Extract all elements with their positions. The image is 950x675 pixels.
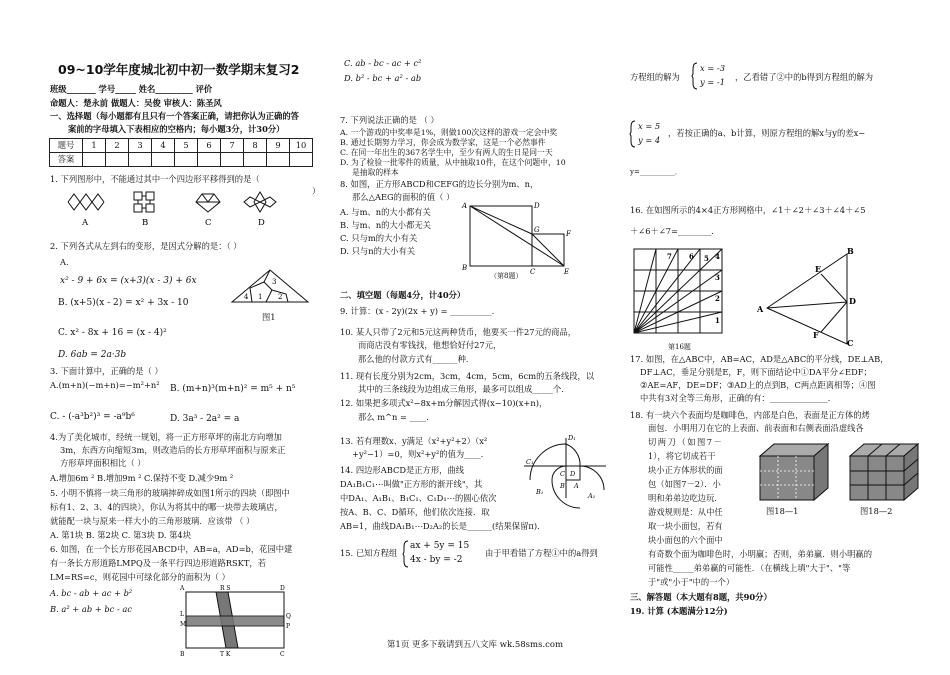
q7-text: 7. 下列说法正确的是 （ ） (340, 115, 439, 125)
q14-line1: 14. 四边形ABCD是正方形，曲线 (340, 465, 465, 475)
svg-text:3: 3 (272, 278, 277, 286)
q12-line2: 那么 m^n = ____． (358, 412, 435, 422)
q8-option-b: B. 与m、n的大小都无关 (340, 220, 431, 230)
q17-triangle-figure (755, 246, 865, 346)
q1-opt-c: C (205, 218, 212, 228)
svg-text:4: 4 (244, 293, 249, 301)
q18-line3: 切两刀（如图7－ (648, 437, 724, 447)
figure-18-1-label: 图18—1 (766, 506, 799, 516)
answer-table (49, 138, 313, 167)
q15-right-1: 方程组的解为 (630, 72, 680, 82)
q5-line3: 就能配一块与原来一样大小的三角形玻璃．应该带 （ ） (50, 516, 255, 526)
q18-line4: 1），将它切成若干 (648, 451, 716, 461)
q18-line5: 块小正方体形状的面 (648, 465, 723, 475)
q6-line2: 有一条长方形道路LMPQ及一条平行四边形道路RSKT，若 (50, 558, 266, 568)
q15-brace-sol2 (630, 120, 636, 148)
q18-line12: 可能性_____弟弟赢的可能性．（在横线上填"大于"、"等 (648, 563, 851, 573)
table-cell: 2 (106, 139, 129, 153)
q12-line1: 12. 如果把多项式x²−8x+m分解因式得(x−10)(x+n)， (340, 398, 548, 408)
table-cell: 5 (175, 139, 198, 153)
q8-caption: （第8题） (490, 272, 523, 280)
q11-line1: 11. 现有长度分别为2cm，3cm，4cm，5cm，6cm的五条线段，以 (340, 371, 595, 381)
answer-input-cell[interactable] (244, 153, 267, 167)
q15-sol2-x: x = 5 (638, 121, 661, 131)
svg-text:E: E (815, 264, 822, 274)
q6-option-a: A. bc - ab + ac + b² (50, 588, 133, 598)
page-footer: 第1页 更多下载请到五八文库 wk.58sms.com (386, 640, 564, 650)
q2-text: 2. 下列各式从左到右的变形，是因式分解的是：（ ） (50, 241, 242, 251)
student-info-line: 班级_______ 学号_____ 姓名_________ 评价 (50, 84, 213, 94)
svg-text:B: B (462, 264, 468, 272)
q5-options: A. 第1块 B. 第2块 C. 第3块 D. 第4块 (50, 530, 191, 540)
q2-option-a-label: A. (60, 257, 69, 267)
q2-option-a: x² - 9 + 6x = (x+3)(x - 3) + 6x (60, 276, 197, 286)
q2-option-d: D. 6ab = 2a·3b (58, 350, 127, 360)
q2-option-c: C. x² - 8x + 16 = (x - 4)² (58, 328, 167, 338)
q18-line6: 包（如图7－2）．小 (648, 479, 721, 489)
figure-1-label: 图1 (262, 312, 276, 322)
svg-text:P: P (286, 623, 291, 630)
q18-line2: 面包．小明用刀在它的上表面、前表面和右侧表面沿虚线各 (648, 423, 864, 433)
svg-text:B: B (847, 246, 854, 256)
q7-option-b: B. 通过长期努力学习，你会成为数学家，这是一个必然事件 (340, 138, 546, 147)
svg-text:R S: R S (220, 585, 231, 592)
q1-opt-a: A (82, 218, 89, 228)
svg-text:B: B (560, 482, 565, 490)
q16-line2: ＋∠6＋∠7=________． (630, 226, 720, 236)
svg-text:B₁: B₁ (536, 488, 544, 496)
section3-heading: 三、解答题（本大题有8题，共90分） (630, 592, 772, 602)
q8-option-d: D. 只与n的大小有关 (340, 246, 416, 256)
figure-18-2-cubes (842, 440, 922, 502)
figure-18-2-label: 图18—2 (860, 506, 893, 516)
q5-line2: 标有1、2、3、4的四块），你认为将其中的哪一块带去玻璃店， (50, 502, 283, 512)
q8-option-c: C. 只与m的大小有关 (340, 233, 418, 243)
svg-text:4: 4 (715, 252, 720, 261)
q16-grid-figure (630, 245, 730, 340)
table-cell: 4 (152, 139, 175, 153)
answer-input-cell[interactable] (290, 153, 313, 167)
q4-line1: 4.为了美化城市，经统一规划，将一正方形草坪的南北方向增加 (50, 432, 282, 442)
table-cell: 题号 (50, 139, 83, 153)
q6-line1: 6. 如图，在一个长方形花园ABCD中，AB=a，AD=b，花园中建 (50, 544, 293, 554)
q15-system-eq1: ax + 5y = 15 (410, 541, 470, 551)
section1-heading: 一、选择题（每小题都有且只有一个答案正确，请把你认为正确的答 (50, 111, 299, 121)
q7-option-d: D. 为了检验一批零件的质量，从中抽取10件，在这个问题中，10 (340, 158, 566, 167)
table-cell: 7 (221, 139, 244, 153)
q1-opt-d: D (258, 218, 265, 228)
q16-line1: 16. 在如图所示的4×4正方形网格中，∠1＋∠2＋∠3＋∠4＋∠5 (630, 205, 866, 215)
figure-1-triangle (230, 268, 310, 306)
q7-option-c: C. 在同一年出生的367名学生中，至少有两人的生日是同一天 (340, 148, 553, 157)
q4-line3: 方形草坪面积相比（ ） (60, 458, 146, 468)
q6-line3: LM=RS=c，则花园中可绿化部分的面积为（ ） (50, 572, 230, 582)
q3-option-a: A.(m+n)(−m+n)=−m²+n² (50, 380, 160, 390)
q18-line13: 于"或"小于"中的一个） (648, 577, 735, 587)
q15-right-2: ，乙看错了②中的b得到方程组的解为 (735, 72, 874, 82)
svg-text:C: C (530, 268, 536, 276)
answer-input-cell[interactable] (175, 153, 198, 167)
svg-text:1: 1 (258, 293, 263, 301)
svg-text:C: C (847, 338, 854, 348)
svg-text:7: 7 (667, 252, 672, 261)
q19-heading: 19. 计算 (本题满分12分) (630, 606, 728, 616)
q15-line2: 由于甲看错了方程①中的a得到 (485, 548, 598, 558)
q15-sol2-y: y = 4 (638, 135, 661, 145)
q3-text: 3. 下面计算中，正确的是（ ） (50, 366, 163, 376)
q7-option-d-cont: 是抽取的样本 (352, 168, 399, 177)
q13-line1: 13. 若有理数x、y满足（x²+y²+2）（x² (340, 436, 488, 446)
svg-text:Q: Q (286, 613, 291, 620)
q13-line2: +y²−1）=0，则x²+y²的值为____． (352, 449, 490, 459)
svg-text:D: D (280, 585, 285, 592)
svg-text:A: A (757, 304, 764, 314)
svg-text:F: F (566, 230, 571, 238)
q18-line10: 块小面包的六个面中 (648, 535, 723, 545)
section1-heading-cont: 案前的字母填入下表相应的空格内；每小题3分，计30分） (68, 124, 285, 134)
q3-option-d: D. 3a³ - 2a² = a (170, 414, 240, 424)
q3-option-c: C. - (-a³b²)³ = -a⁹b⁶ (50, 412, 135, 422)
svg-text:6: 6 (689, 252, 694, 261)
q15-brace (403, 540, 409, 568)
q18-line9: 取一块小面包，若有 (648, 521, 723, 531)
authors-line: 命题人：楚永前 做题人：吴俊 审核人：陈圣风 (50, 98, 222, 108)
svg-text:D₁: D₁ (568, 434, 576, 442)
svg-text:A: A (180, 585, 185, 592)
table-cell: 6 (198, 139, 221, 153)
q14-line5: AB=1，曲线DA₁B₁⋯D₂A₂的长是______(结果保留π)． (340, 521, 546, 531)
svg-text:C: C (280, 651, 285, 658)
answer-table-header-row (50, 139, 313, 153)
section2-heading: 二、填空题（每题4分，计40分） (340, 290, 466, 300)
answer-input-cell[interactable] (198, 153, 221, 167)
svg-text:1: 1 (715, 316, 720, 325)
q18-line7: 明和弟弟边吃边玩． (648, 493, 723, 503)
q6-option-d: D. b² - bc + a² - ab (344, 73, 422, 83)
q3-option-b: B. (m+n)³(m+n)² = m⁵ + n⁵ (170, 384, 296, 394)
figure-18-1-cube (752, 440, 832, 502)
q10-line1: 10. 某人只带了2元和5元这两种货币，他要买一件27元的商品， (340, 327, 577, 337)
q2-option-b: B. (x+5)(x - 2) = x² + 3x - 10 (58, 298, 189, 308)
q14-line2: DA₁B₁C₁⋯叫做"正方形的渐开线"，其 (340, 479, 483, 489)
svg-text:C: C (560, 470, 565, 478)
svg-text:A₁: A₁ (588, 492, 596, 500)
svg-text:2: 2 (278, 293, 283, 301)
q9-text: 9. 计算：(x - 2y)(2x + y) = __________． (340, 306, 500, 316)
q15-system-eq2: 4x - by = -2 (410, 555, 463, 565)
q11-line2: 其中的三条线段为边组成三角形，最多可以组成_____个． (358, 384, 570, 394)
q17-line4: 中共有3对全等三角形，正确的有：______________． (640, 393, 837, 403)
q8-option-a: A. 与m、n的大小都有关 (340, 207, 431, 217)
svg-text:D: D (570, 470, 576, 478)
answer-input-cell[interactable] (83, 153, 106, 167)
answer-input-cell[interactable] (221, 153, 244, 167)
q14-line3: 中DA₁、A₁B₁、B₁C₁、C₁D₁⋯的圆心依次 (340, 493, 497, 503)
q10-line2: 而商店没有零钱找，他想恰好付27元， (358, 340, 502, 350)
svg-text:F: F (813, 330, 819, 340)
q14-involute-figure (522, 430, 612, 502)
table-cell: 答案 (50, 153, 83, 167)
q8-squares-figure (460, 200, 575, 280)
svg-text:D: D (534, 202, 540, 210)
table-cell: 10 (290, 139, 313, 153)
svg-text:B: B (180, 651, 185, 658)
q10-line3: 那么他的付款方式有______种． (358, 354, 475, 364)
answer-input-cell[interactable] (106, 153, 129, 167)
q15-brace-sol1 (692, 62, 698, 90)
svg-text:T K: T K (220, 651, 231, 658)
svg-text:3: 3 (715, 273, 720, 282)
q1-text: 1. 下列图形中，不能通过其中一个四边形平移得到的是（ (50, 174, 260, 184)
q1-figures (62, 188, 302, 228)
q17-line1: 17. 如图，在△ABC中，AB=AC，AD是△ABC的平分线，DE⊥AB， (630, 354, 889, 364)
q8-text-cont: 那么△AEG的面积的值（ ） (352, 192, 455, 202)
q14-line4: 按A、B、C、D循环，他们依次连接．取 (340, 507, 490, 517)
q4-options: A.增加6m ² B.增加9m ² C.保持不变 D.减少9m ² (50, 473, 234, 483)
q16-caption: 第16题 (668, 343, 691, 351)
svg-text:M: M (180, 621, 187, 628)
q8-text: 8. 如图，正方形ABCD和CEFG的边长分别为m、n， (340, 179, 539, 189)
q15-line1: 15. 已知方程组 (340, 548, 398, 558)
q17-line2: DF⊥AC，垂足分别是E，F，则下面结论中①DA平分∠EDF； (640, 367, 872, 377)
q15-right-3: ，若按正确的a、b计算，则原方程组的解x与y的差x− (668, 128, 866, 138)
table-cell: 1 (83, 139, 106, 153)
svg-text:2: 2 (715, 294, 720, 303)
q7-option-a: A. 一个游戏的中奖率是1%，则做100次这样的游戏一定会中奖 (340, 128, 558, 137)
table-cell: 3 (129, 139, 152, 153)
q5-line1: 5. 小明不慎将一块三角形的玻璃摔碎成如图1所示的四块（即图中 (50, 488, 290, 498)
svg-text:L: L (180, 611, 184, 618)
q1-opt-b: B (142, 218, 149, 228)
svg-text:C₁: C₁ (526, 458, 534, 466)
q15-sol1-x: x = -3 (700, 63, 725, 73)
answer-input-cell[interactable] (267, 153, 290, 167)
q6-option-c: C. ab - bc - ac + c² (344, 58, 422, 68)
q15-right-4: y=__________． (630, 168, 682, 176)
q6-option-b: B. a² + ab + bc - ac (50, 604, 132, 614)
answer-table-answer-row (50, 153, 313, 167)
answer-input-cell[interactable] (152, 153, 175, 167)
svg-text:A: A (574, 482, 579, 490)
q1-close: ） (312, 186, 321, 196)
q18-line11: 有奇数个面为咖啡色时，小明赢；否则，弟弟赢．则小明赢的 (648, 549, 873, 559)
answer-input-cell[interactable] (129, 153, 152, 167)
q4-line2: 3m，东西方向缩短3m，则改造后的长方形草坪面积与原来正 (60, 445, 286, 455)
svg-text:A: A (462, 202, 468, 210)
svg-text:G: G (534, 226, 540, 234)
q18-line1: 18. 有一块六个表面均是咖啡色，内部是白色，表面是正方体的烤 (630, 410, 870, 420)
svg-text:D: D (849, 296, 856, 306)
q15-sol1-y: y = -1 (700, 77, 725, 87)
svg-text:E: E (564, 268, 570, 276)
svg-text:5: 5 (704, 254, 709, 263)
q18-line8: 游戏规则是：从中任 (648, 507, 723, 517)
table-cell: 8 (244, 139, 267, 153)
page-title: 09~10学年度城北初中初一数学期末复习2 (58, 62, 300, 77)
table-cell: 9 (267, 139, 290, 153)
q17-line3: ②AE=AF，DE=DF；③AD上的点到B，C两点距离相等；④图 (640, 380, 876, 390)
